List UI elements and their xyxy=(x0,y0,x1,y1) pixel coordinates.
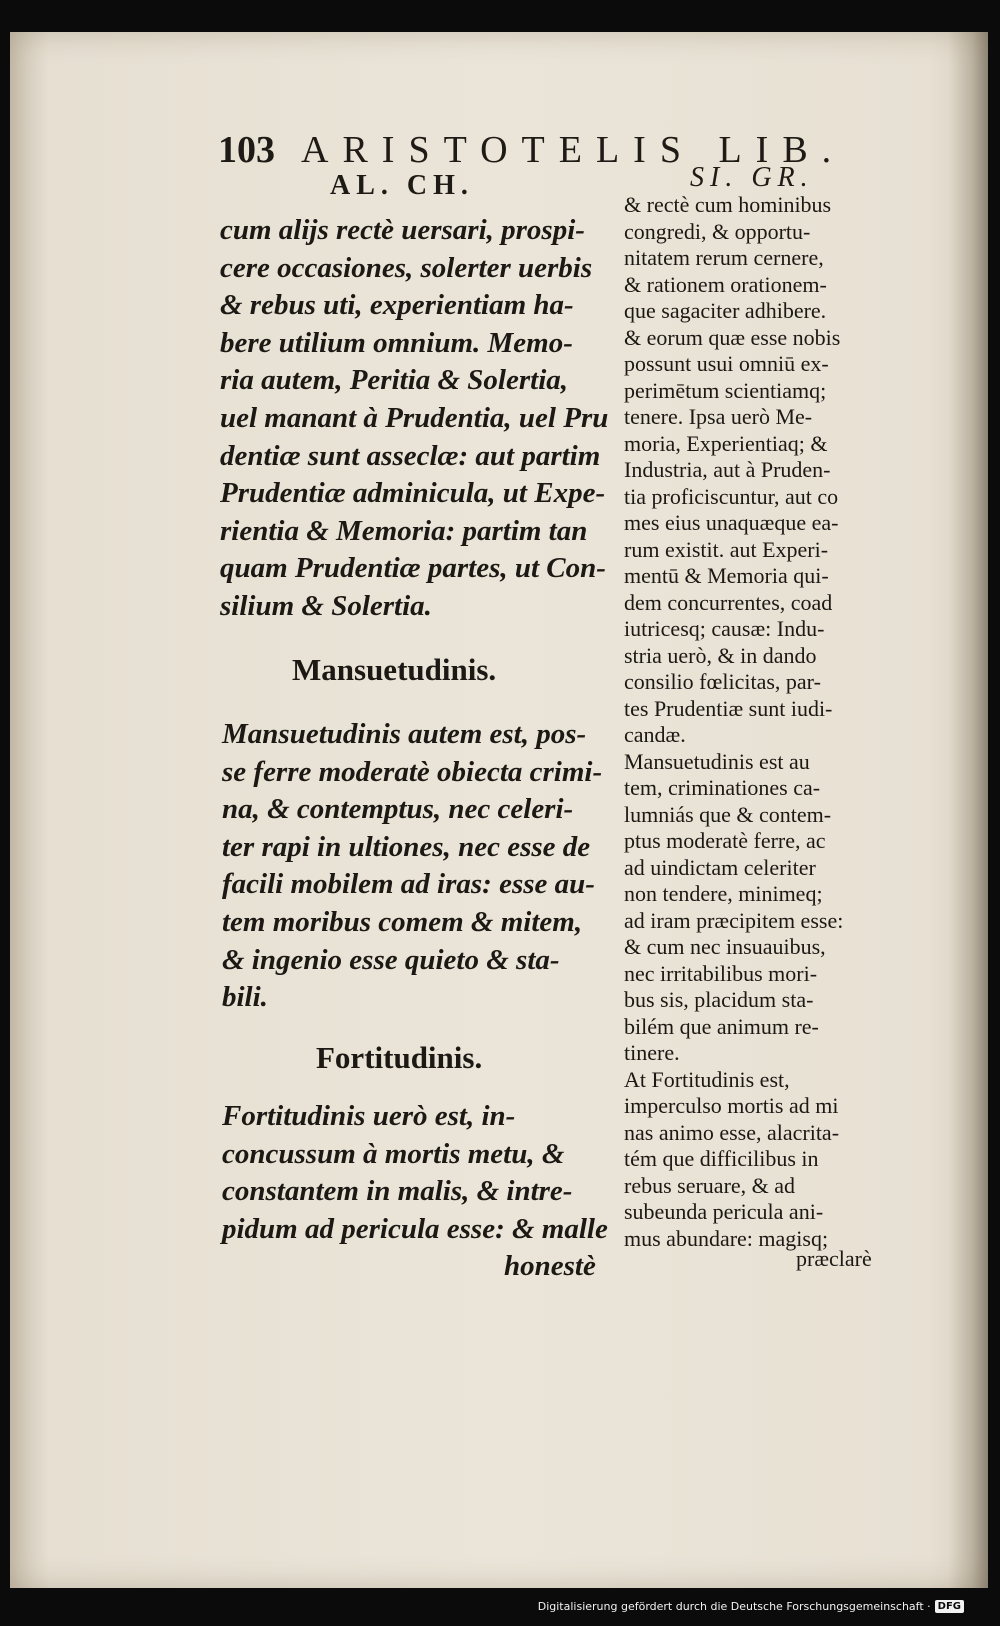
mansuetudinis-line: & ingenio esse quieto & sta- xyxy=(222,943,560,976)
right-column-line: consilio fœlicitas, par- xyxy=(624,669,821,694)
right-column-line: subeunda pericula ani- xyxy=(624,1199,824,1224)
right-column-line: non tendere, minimeq; xyxy=(624,881,823,906)
right-column-line: congredi, & opportu- xyxy=(624,218,811,244)
mansuetudinis-line: se ferre moderatè obiecta crimi- xyxy=(222,755,603,788)
right-column-line: mus abundare: magisq; xyxy=(624,1225,829,1251)
mansuetudinis-line: na, & contemptus, nec celeri- xyxy=(222,793,574,826)
right-column-line: nec irritabilibus mori- xyxy=(624,960,818,986)
right-column-line: nas animo esse, alacrita- xyxy=(624,1119,840,1145)
right-column-line: imperculso mortis ad mi xyxy=(624,1093,839,1118)
right-column-line: dem concurrentes, coad xyxy=(624,589,833,615)
credit-text: Digitalisierung gefördert durch die Deutsche Forschungsgemeinschaft · xyxy=(537,1600,931,1613)
right-column-line: Mansuetudinis est au xyxy=(624,748,810,774)
left-column-label: AL. CH. xyxy=(330,170,474,201)
left-intro-line: & rebus uti, experientiam ha- xyxy=(220,289,574,322)
left-intro-line: bere utilium omnium. Memo- xyxy=(220,326,573,359)
fortitudinis-line: Fortitudinis uerò est, in- xyxy=(222,1100,516,1132)
mansuetudinis-line: facili mobilem ad iras: esse au- xyxy=(222,868,595,901)
fortitudinis-line: constantem in malis, & intre- xyxy=(222,1175,573,1208)
left-intro-line: uel manant à Prudentia, uel Pru xyxy=(220,402,609,434)
right-column-line: candæ. xyxy=(624,722,686,747)
left-intro-line: Prudentiæ adminicula, ut Expe- xyxy=(220,477,606,510)
right-column-line: tenere. Ipsa uerò Me- xyxy=(624,404,813,429)
right-column-line: que sagaciter adhibere. xyxy=(624,298,827,323)
right-column-line: moria, Experientiaq; & xyxy=(624,430,828,456)
left-intro-line: quam Prudentiæ partes, ut Con- xyxy=(220,552,606,585)
right-column-line: & eorum quæ esse nobis xyxy=(624,324,841,350)
mansuetudinis-line: Mansuetudinis autem est, pos- xyxy=(222,718,587,750)
right-column-line: & rectè cum hominibus xyxy=(624,192,832,217)
left-intro-line: silium & Solertia. xyxy=(220,590,432,622)
right-column-line: tes Prudentiæ sunt iudi- xyxy=(624,695,833,721)
right-column-line: stria uerò, & in dando xyxy=(624,642,817,668)
dfg-logo: DFG xyxy=(935,1600,964,1613)
digitization-credit xyxy=(538,1600,964,1613)
right-column-line: ad uindictam celeriter xyxy=(624,854,816,880)
right-column-line: tia proficiscuntur, aut co xyxy=(624,483,839,509)
section-heading-mansuetudinis: Mansuetudinis. xyxy=(292,652,497,687)
fortitudinis-line: pidum ad pericula esse: & malle xyxy=(222,1212,608,1245)
right-column-line: iutricesq; causæ: Indu- xyxy=(624,616,825,641)
right-column-line: & cum nec insuauibus, xyxy=(624,934,826,959)
right-column-line: mentū & Memoria qui- xyxy=(624,563,829,588)
right-column-label: SI. GR. xyxy=(690,162,814,193)
mansuetudinis-line: bili. xyxy=(222,981,268,1014)
right-column-line: mes eius unaquæque ea- xyxy=(624,510,839,535)
right-column-line: tinere. xyxy=(624,1040,680,1065)
page-gutter-shadow xyxy=(948,32,988,1588)
running-title: ARISTOTELIS LIB. xyxy=(301,129,846,171)
mansuetudinis-line: ter rapi in ultiones, nec esse de xyxy=(222,830,591,863)
right-column-line: possunt usui omniū ex- xyxy=(624,351,829,376)
right-column-line: rum existit. aut Experi- xyxy=(624,536,829,562)
right-column-line: bilém que animum re- xyxy=(624,1013,819,1039)
catchword-right: præclarè xyxy=(796,1246,872,1271)
right-column-line: nitatem rerum cernere, xyxy=(624,245,824,270)
right-column-line: perimētum scientiamq; xyxy=(624,377,827,403)
right-column-line: ptus moderatè ferre, ac xyxy=(624,828,826,853)
section-heading-fortitudinis: Fortitudinis. xyxy=(316,1040,483,1075)
right-column-line: bus sis, placidum sta- xyxy=(624,987,814,1012)
right-column-line: Industria, aut à Pruden- xyxy=(624,457,831,482)
left-intro-line: cum alijs rectè uersari, prospi- xyxy=(220,214,585,246)
mansuetudinis-line: tem moribus comem & mitem, xyxy=(222,906,583,938)
right-column-line: rebus seruare, & ad xyxy=(624,1172,796,1198)
right-column-line: ad iram præcipitem esse: xyxy=(624,907,844,933)
left-intro-line: dentiæ sunt asseclæ: aut partim xyxy=(220,439,601,472)
right-column-line: lumniás que & contem- xyxy=(624,801,832,827)
left-intro-line: rientia & Memoria: partim tan xyxy=(220,514,588,547)
fortitudinis-line: concussum à mortis metu, & xyxy=(222,1137,565,1170)
right-column-line: tem, criminationes ca- xyxy=(624,775,821,800)
left-intro-line: ria autem, Peritia & Solertia, xyxy=(220,364,569,397)
right-column-line: At Fortitudinis est, xyxy=(624,1066,790,1092)
right-column-line: & rationem orationem- xyxy=(624,271,827,297)
right-column-line: tém que difficilibus in xyxy=(624,1146,819,1171)
folio-number: 103 xyxy=(218,129,275,171)
catchword-left: honestè xyxy=(504,1250,596,1282)
left-intro-line: cere occasiones, solerter uerbis xyxy=(220,251,593,284)
